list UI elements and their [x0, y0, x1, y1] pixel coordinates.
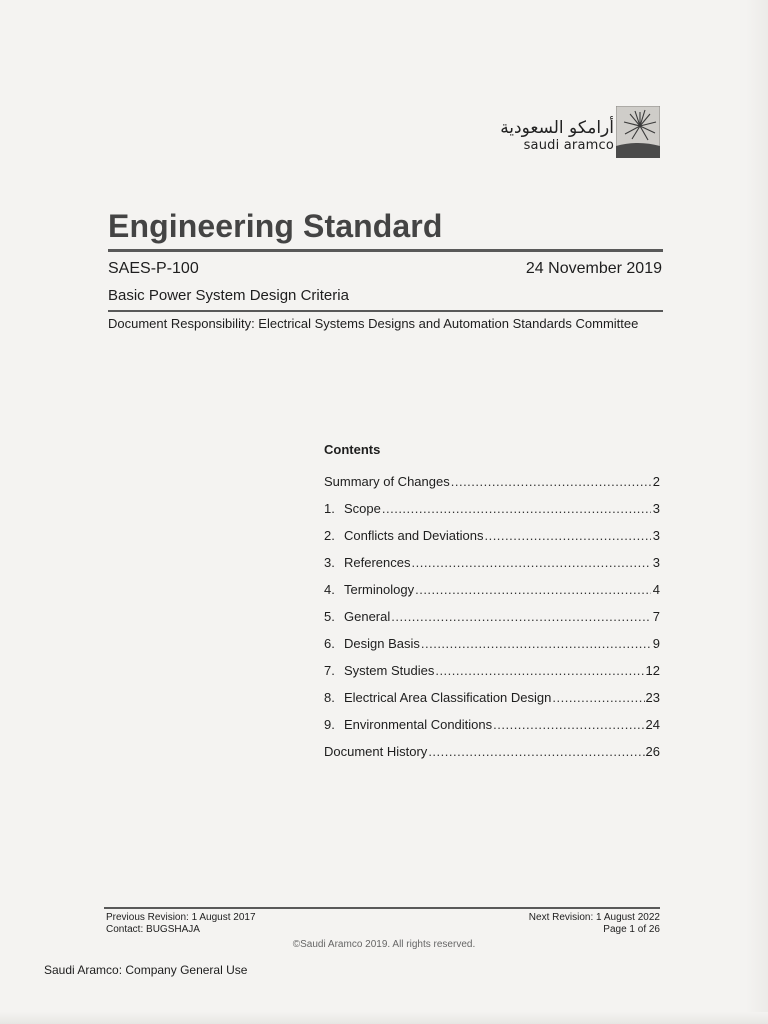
toc-entry[interactable] [324, 636, 660, 663]
toc-entry-page: 4 [652, 582, 660, 597]
subject-rule [108, 310, 663, 312]
footer-left [106, 912, 256, 936]
toc-dot-leader [435, 663, 644, 678]
toc-entry-label: Environmental Conditions [344, 717, 493, 732]
toc-entry[interactable] [324, 744, 660, 771]
toc-dot-leader [484, 528, 651, 543]
document-responsibility: Document Responsibility: Electrical Systems Designs and Automation Standards Committee [108, 316, 639, 331]
next-revision: Next Revision: 1 August 2022 [528, 912, 660, 923]
toc-entry-page: 24 [645, 717, 660, 732]
toc-entry[interactable] [324, 717, 660, 744]
toc-entry-number: 5. [324, 609, 335, 624]
toc-entry-label: Document History [324, 744, 428, 759]
toc-dot-leader [552, 690, 644, 705]
toc-entry-page: 7 [652, 609, 660, 624]
classification-label: Saudi Aramco: Company General Use [44, 963, 248, 977]
toc-entry[interactable] [324, 501, 660, 528]
logo-emblem-icon [616, 106, 660, 158]
toc-entry[interactable] [324, 663, 660, 690]
toc-dot-leader [421, 636, 651, 651]
footer-right [529, 912, 660, 936]
toc-entry-number: 1. [324, 501, 335, 516]
issue-date: 24 November 2019 [525, 260, 662, 277]
logo-arabic-text: أرامكو السعودية [500, 118, 614, 138]
toc-entry[interactable] [324, 474, 660, 501]
toc-entry-page: 3 [652, 528, 660, 543]
toc-entry-number: 7. [324, 663, 335, 678]
toc-entry-page: 2 [652, 474, 660, 489]
title-rule [108, 249, 663, 252]
toc-entry[interactable] [324, 528, 660, 555]
toc-entry-label: Scope [344, 501, 381, 516]
page-title: Engineering Standard [108, 208, 443, 244]
toc-entry-label: Conflicts and Deviations [344, 528, 484, 543]
toc-entry-page: 9 [652, 636, 660, 651]
toc-entry-number: 8. [324, 690, 335, 705]
toc-entry-number: 9. [324, 717, 335, 732]
toc-entry-number: 2. [324, 528, 335, 543]
toc-dot-leader [451, 474, 651, 489]
toc-dot-leader [382, 501, 651, 516]
toc-dot-leader [391, 609, 651, 624]
toc-entry-number: 6. [324, 636, 335, 651]
toc-entry-label: General [344, 609, 391, 624]
toc-entry-label: References [344, 555, 411, 570]
toc-entry-label: Summary of Changes [324, 474, 450, 489]
toc-entry-number: 4. [324, 582, 335, 597]
standard-subject: Basic Power System Design Criteria [108, 287, 349, 304]
toc-entry-label: Terminology [344, 582, 415, 597]
toc-entry[interactable] [324, 582, 660, 609]
toc-dot-leader [428, 744, 644, 759]
standard-number: SAES-P-100 [108, 260, 199, 277]
logo-latin-text: saudi aramco [523, 138, 614, 153]
page-bottom-shadow [0, 1012, 768, 1024]
toc-entry-label: Design Basis [344, 636, 420, 651]
contents-heading: Contents [324, 442, 381, 457]
table-of-contents [324, 474, 660, 771]
company-logo [500, 106, 660, 158]
toc-entry-page: 12 [645, 663, 660, 678]
toc-dot-leader [411, 555, 651, 570]
toc-dot-leader [415, 582, 651, 597]
toc-entry[interactable] [324, 555, 660, 582]
footer-rule [104, 907, 660, 909]
contact: Contact: BUGSHAJA [106, 924, 200, 935]
copyright-notice: ©Saudi Aramco 2019. All rights reserved. [292, 939, 476, 950]
toc-entry[interactable] [324, 609, 660, 636]
toc-entry-page: 26 [645, 744, 660, 759]
toc-entry[interactable] [324, 690, 660, 717]
toc-entry-label: System Studies [344, 663, 435, 678]
toc-entry-label: Electrical Area Classification Design [344, 690, 552, 705]
page-edge-shadow [746, 0, 768, 1024]
toc-dot-leader [493, 717, 644, 732]
page-number: Page 1 of 26 [603, 924, 660, 935]
toc-entry-page: 3 [652, 501, 660, 516]
toc-entry-page: 3 [652, 555, 660, 570]
toc-entry-number: 3. [324, 555, 335, 570]
toc-entry-page: 23 [645, 690, 660, 705]
previous-revision: Previous Revision: 1 August 2017 [106, 912, 256, 923]
